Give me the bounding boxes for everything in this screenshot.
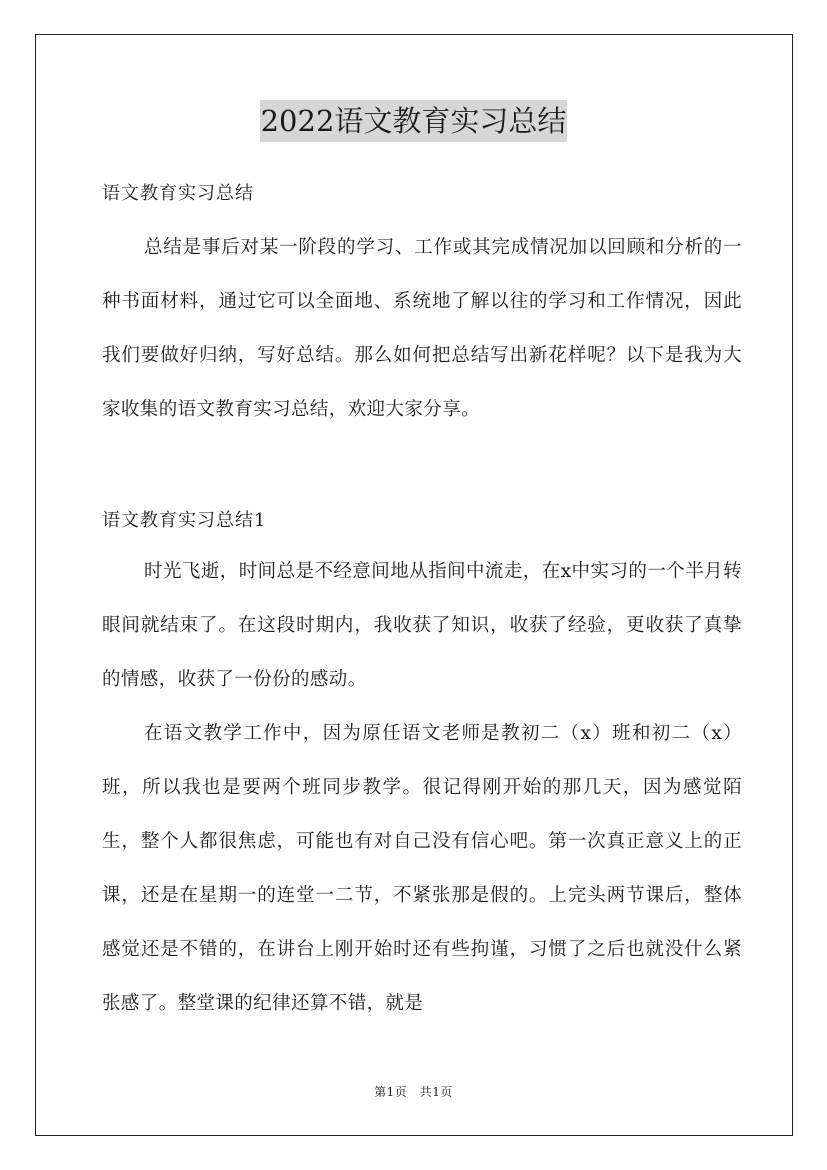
- intro-paragraph: 总结是事后对某一阶段的学习、工作或其完成情况加以回顾和分析的一种书面材料，通过它可以全面地、系统地了解以往的学习和工作情况，因此我们要做好归纳，写好总结。那么如何把总结写出新花样呢？以下是我为大家收集的语文教育实习总结，欢迎大家分享。: [102, 237, 742, 420]
- page-footer: 第1页 共1页: [374, 1085, 453, 1099]
- document-title: 2022语文教育实习总结: [260, 100, 568, 142]
- document-subtitle: 语文教育实习总结: [102, 183, 254, 204]
- body-paragraph-1: 时光飞逝，时间总是不经意间地从指间中流走，在x中实习的一个半月转眼间就结束了。在这段时期内，我收获了知识，收获了经验，更收获了真挚的情感，收获了一份份的感动。: [102, 561, 742, 690]
- body-paragraph-2: 在语文教学工作中，因为原任语文老师是教初二（x）班和初二（x）班，所以我也是要两个班同步教学。很记得刚开始的那几天，因为感觉陌生，整个人都很焦虑，可能也有对自己没有信心吧。第一次真正意义上的正课，还是在星期一的连堂一二节，不紧张那是假的。上完头两节课后，整体感觉还是不错的，在讲台上刚开始时还有些拘谨，习惯了之后也就没什么紧张感了。整堂课的纪律还算不错，就是: [102, 723, 742, 1014]
- title-block: [0, 100, 827, 142]
- section-heading: 语文教育实习总结1: [102, 510, 267, 531]
